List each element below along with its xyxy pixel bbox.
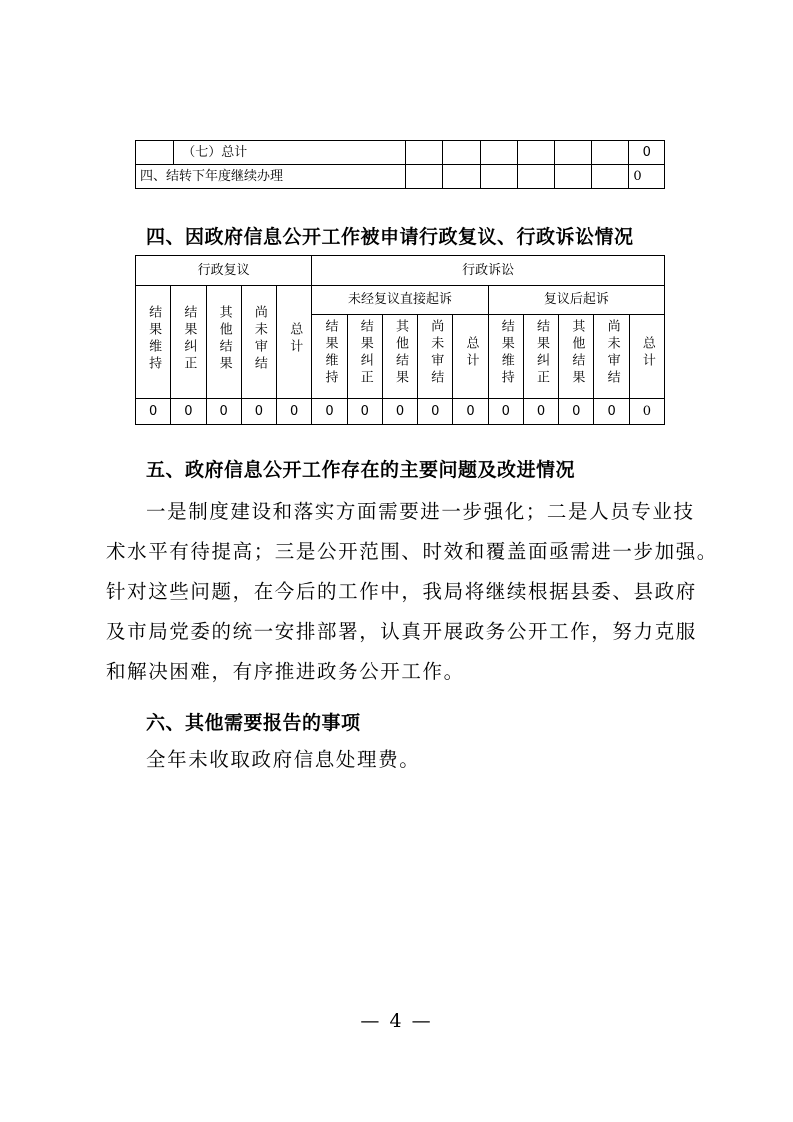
after-col-pending: 尚未审结 <box>594 315 629 399</box>
after-col-correct: 结果纠正 <box>523 315 558 399</box>
carryover-value: 0 <box>629 165 665 189</box>
total-value: 0 <box>629 141 665 165</box>
section6-body <box>146 740 420 780</box>
direct-col-correct: 结果纠正 <box>347 315 382 399</box>
value-cell: 0 <box>277 399 312 425</box>
empty-cell <box>517 141 554 165</box>
top-table <box>135 140 665 189</box>
after-review-header: 复议后起诉 <box>488 286 664 315</box>
value-cell: 0 <box>559 399 594 425</box>
section6-heading: 六、其他需要报告的事项 <box>146 712 361 734</box>
value-cell: 0 <box>629 399 664 425</box>
direct-suit-header: 未经复议直接起诉 <box>312 286 488 315</box>
review-col-correct: 结果纠正 <box>171 286 206 399</box>
section5-line: 针对这些问题，在今后的工作中，我局将继续根据县委、县政府 <box>106 580 697 603</box>
value-cell: 0 <box>347 399 382 425</box>
empty-cell <box>517 165 554 189</box>
direct-col-total: 总计 <box>453 315 488 399</box>
direct-col-maintain: 结果维持 <box>312 315 347 399</box>
section5-line: 及市局党委的统一安排部署，认真开展政务公开工作，努力克服 <box>106 620 697 643</box>
empty-cell <box>555 165 592 189</box>
value-cell: 0 <box>523 399 558 425</box>
direct-col-pending: 尚未审结 <box>418 315 453 399</box>
section5-heading: 五、政府信息公开工作存在的主要问题及改进情况 <box>146 459 576 481</box>
empty-cell <box>592 141 629 165</box>
review-col-total: 总计 <box>277 286 312 399</box>
after-col-other: 其他结果 <box>559 315 594 399</box>
review-header: 行政复议 <box>136 256 312 286</box>
empty-cell <box>480 165 517 189</box>
empty-cell <box>555 141 592 165</box>
empty-cell <box>480 141 517 165</box>
review-col-other: 其他结果 <box>206 286 241 399</box>
direct-col-other: 其他结果 <box>382 315 417 399</box>
after-col-total: 总计 <box>629 315 664 399</box>
value-cell: 0 <box>453 399 488 425</box>
carryover-row-label: 四、结转下年度继续办理 <box>136 165 406 189</box>
value-cell: 0 <box>418 399 453 425</box>
page-number: — 4 — <box>360 1010 433 1032</box>
litigation-header: 行政诉讼 <box>312 256 665 286</box>
after-col-maintain: 结果维持 <box>488 315 523 399</box>
value-cell: 0 <box>312 399 347 425</box>
section5-body <box>106 492 718 692</box>
empty-cell <box>443 165 480 189</box>
empty-cell <box>406 141 443 165</box>
section5-line: 和解决困难，有序推进政务公开工作。 <box>106 660 465 683</box>
value-cell: 0 <box>136 399 171 425</box>
blank-cell <box>136 141 174 165</box>
value-cell: 0 <box>206 399 241 425</box>
value-cell: 0 <box>594 399 629 425</box>
empty-cell <box>406 165 443 189</box>
empty-cell <box>592 165 629 189</box>
value-cell: 0 <box>382 399 417 425</box>
section5-line: 一是制度建设和落实方面需要进一步强化；二是人员专业技 <box>146 500 695 523</box>
section4-heading: 四、因政府信息公开工作被申请行政复议、行政诉讼情况 <box>146 226 634 248</box>
value-cell: 0 <box>488 399 523 425</box>
review-litigation-table <box>135 255 665 425</box>
value-cell: 0 <box>241 399 276 425</box>
section5-line: 术水平有待提高；三是公开范围、时效和覆盖面亟需进一步加强。 <box>106 540 718 563</box>
empty-cell <box>443 141 480 165</box>
section6-line: 全年未收取政府信息处理费。 <box>146 748 421 771</box>
review-col-pending: 尚未审结 <box>241 286 276 399</box>
review-col-maintain: 结果维持 <box>136 286 171 399</box>
total-row-label: （七）总计 <box>174 141 406 165</box>
value-cell: 0 <box>171 399 206 425</box>
